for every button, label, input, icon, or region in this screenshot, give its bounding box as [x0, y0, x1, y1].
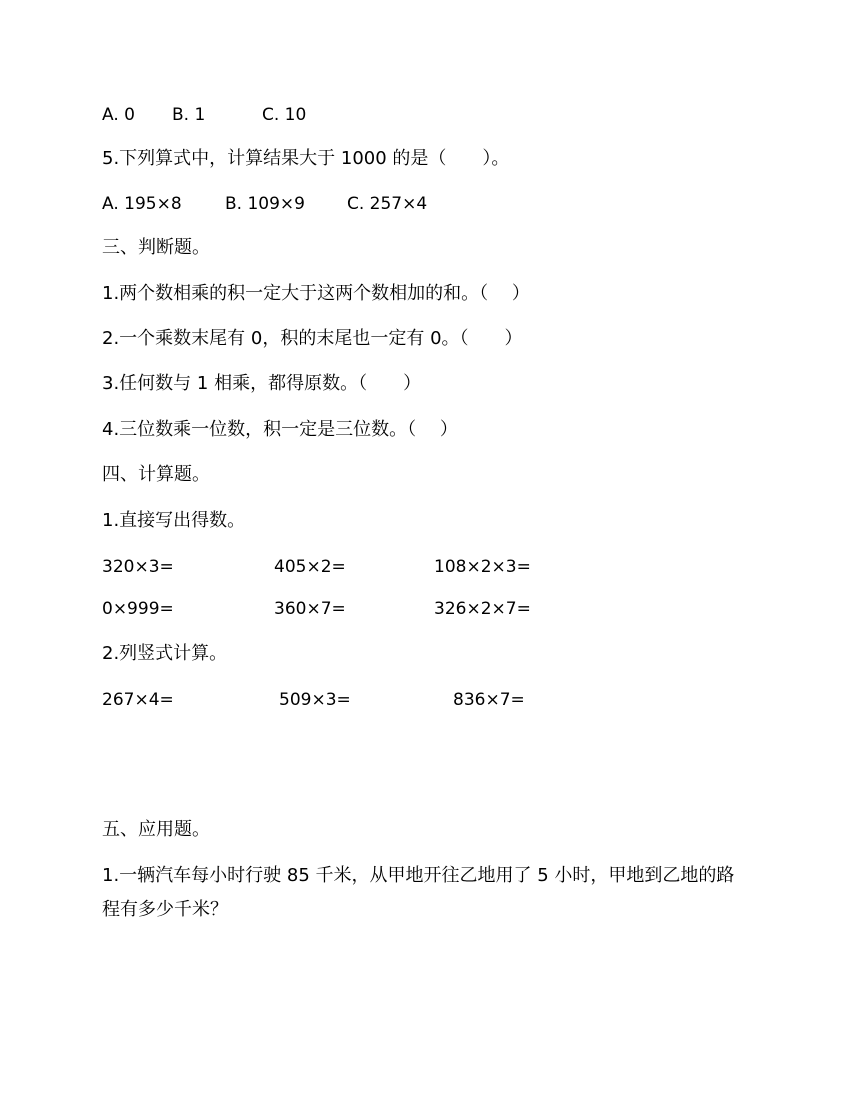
q5-option-b: B. 109×9 [225, 194, 305, 214]
calc-r1-c3: 108×2×3= [434, 557, 531, 577]
section4-heading: 四、计算题。 [102, 464, 210, 485]
q5-option-c: C. 257×4 [347, 194, 428, 214]
calc-part1-title: 1.直接写出得数。 [102, 510, 246, 531]
calc-r1-c1: 320×3= [102, 557, 174, 577]
q5-question: 5.下列算式中，计算结果大于 1000 的是（ ）。 [102, 148, 510, 169]
calc-r3-c1: 267×4= [102, 690, 174, 710]
judge-item-4: 4.三位数乘一位数，积一定是三位数。（ ） [102, 419, 458, 440]
calc-r3-c2: 509×3= [279, 690, 351, 710]
judge-item-3: 3.任何数与 1 相乘，都得原数。（ ） [102, 373, 422, 394]
judge-item-1: 1.两个数相乘的积一定大于这两个数相加的和。（ ） [102, 283, 530, 304]
calc-r2-c3: 326×2×7= [434, 599, 531, 619]
q4-option-b: B. 1 [172, 105, 206, 125]
judge-item-2: 2.一个乘数末尾有 0，积的末尾也一定有 0。（ ） [102, 328, 523, 349]
calc-r1-c2: 405×2= [274, 557, 346, 577]
calc-r2-c1: 0×999= [102, 599, 174, 619]
section5-heading: 五、应用题。 [102, 819, 210, 840]
q4-option-c: C. 10 [262, 105, 307, 125]
calc-part2-title: 2.列竖式计算。 [102, 643, 228, 664]
q5-option-a: A. 195×8 [102, 194, 182, 214]
calc-r3-c3: 836×7= [453, 690, 525, 710]
application-problem-1: 1.一辆汽车每小时行驶 85 千米，从甲地开往乙地用了 5 小时，甲地到乙地的路程有多少千米？ [102, 865, 735, 920]
section3-heading: 三、判断题。 [102, 237, 210, 258]
calc-r2-c2: 360×7= [274, 599, 346, 619]
q4-option-a: A. 0 [102, 105, 135, 125]
